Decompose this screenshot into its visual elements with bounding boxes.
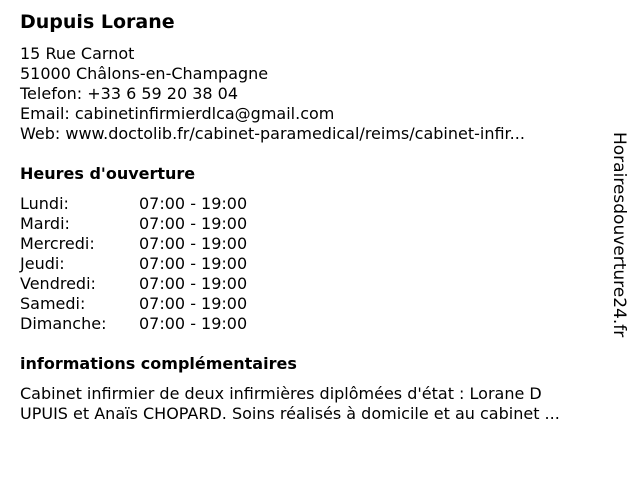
hours-time: 07:00 - 19:00	[139, 234, 248, 253]
hours-day: Dimanche:	[20, 314, 107, 333]
hours-time: 07:00 - 19:00	[139, 294, 248, 313]
hours-day: Samedi:	[20, 294, 86, 313]
hours-row-monday	[20, 194, 270, 214]
phone-number[interactable]: Telefon: +33 6 59 20 38 04	[20, 84, 239, 103]
website-link[interactable]: Web: www.doctolib.fr/cabinet-paramedical/reims/cabinet-infir...	[20, 124, 525, 143]
hours-day: Vendredi:	[20, 274, 96, 293]
hours-time: 07:00 - 19:00	[139, 314, 248, 333]
info-line: UPUIS et Anaïs CHOPARD. Soins réalisés à domicile et au cabinet ...	[20, 404, 560, 423]
opening-hours-heading: Heures d'ouverture	[20, 164, 196, 183]
hours-row-friday	[20, 274, 270, 294]
hours-day: Lundi:	[20, 194, 69, 213]
hours-time: 07:00 - 19:00	[139, 274, 248, 293]
hours-time: 07:00 - 19:00	[139, 254, 248, 273]
address-street: 15 Rue Carnot	[20, 44, 135, 63]
site-watermark: Horairesdouverture24.fr	[609, 132, 629, 338]
hours-day: Mercredi:	[20, 234, 95, 253]
email-address[interactable]: Email: cabinetinfirmierdlca@gmail.com	[20, 104, 335, 123]
contact-details	[20, 44, 525, 144]
hours-row-tuesday	[20, 214, 270, 234]
hours-day: Mardi:	[20, 214, 70, 233]
hours-row-saturday	[20, 294, 270, 314]
business-name: Dupuis Lorane	[20, 11, 175, 33]
hours-time: 07:00 - 19:00	[139, 194, 248, 213]
address-city: 51000 Châlons-en-Champagne	[20, 64, 269, 83]
hours-time: 07:00 - 19:00	[139, 214, 248, 233]
hours-row-thursday	[20, 254, 270, 274]
additional-info-text	[20, 384, 620, 424]
additional-info-heading: informations complémentaires	[20, 354, 297, 373]
hours-row-sunday	[20, 314, 270, 334]
hours-day: Jeudi:	[20, 254, 65, 273]
info-line: Cabinet infirmier de deux infirmières diplômées d'état : Lorane D	[20, 384, 542, 403]
hours-row-wednesday	[20, 234, 270, 254]
opening-hours-table	[20, 194, 270, 334]
